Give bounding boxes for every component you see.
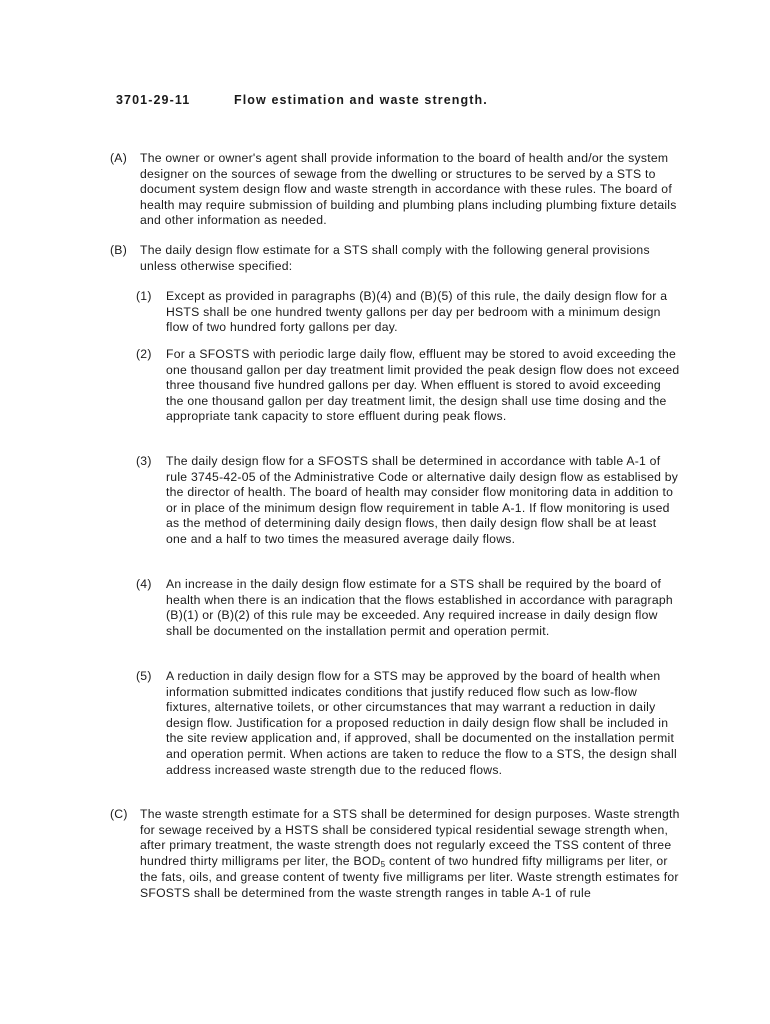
paragraph-text-part: The waste strength estimate for a STS shall be determined for design purposes. Waste strength for sewage received by a HSTS shall be considered typical residential sewage strength when, after primary treatment, the waste strength does not regularly exceed the TSS content of three hundred thirty milligrams per liter, the BOD [140,807,680,868]
subparagraph-text: For a SFOSTS with periodic large daily flow, effluent may be stored to avoid exceeding the one thousand gallon per day treatment limit provided the peak design flow does not exceed three thousand five hundred gallons per day. When effluent is stored to avoid exceeding the one thousand gallon per day treatment limit, the design shall use time dosing and the appropriate tank capacity to store effluent during peak flows. [166,347,680,424]
paragraph-label: (A) [110,151,127,165]
subparagraph-text: A reduction in daily design flow for a STS may be approved by the board of health when information submitted indicates conditions that justify reduced flow such as low-flow fixtures, alternative toilets, or other circumstances that may warrant a reduction in daily design flow. Justification for a proposed reduction in daily design flow shall be included in the site review application and, if approved, shall be documented on the installation permit and operation permit. When actions are taken to reduce the flow to a STS, the design shall address increased waste strength due to the reduced flows. [166,669,677,777]
section-number: 3701-29-11 [116,93,191,107]
subparagraph-text: The daily design flow for a SFOSTS shall be determined in accordance with table A-1 of rule 3745-42-05 of the Administrative Code or alternative daily design flow as establised by the director of health. The board of health may consider flow monitoring data in addition to or in place of the minimum design flow requirement in table A-1. If flow monitoring is used as the method of determining daily design flows, then daily design flow shall be at least one and a half to two times the measured average daily flows. [166,454,679,546]
paragraph-label: (B) [110,243,127,257]
subparagraph-text: Except as provided in paragraphs (B)(4) and (B)(5) of this rule, the daily design flow for a HSTS shall be one hundred twenty gallons per day per bedroom with a minimum design flow of two hundred forty gallons per day. [166,289,668,335]
paragraph-text: The daily design flow estimate for a STS shall comply with the following general provisions unless otherwise specified: [140,243,650,273]
subparagraph-label: (4) [136,577,152,591]
subparagraph-label: (1) [136,289,152,303]
section-heading [116,93,488,107]
subparagraph-text: An increase in the daily design flow estimate for a STS shall be required by the board of health when there is an indication that the flows established in accordance with paragraph (B)(1) or (B)(2) of this rule may be exceeded. Any required increase in daily design flow shall be documented on the installation permit and operation permit. [166,577,673,638]
subparagraph-label: (3) [136,454,152,468]
subparagraph-label: (2) [136,347,152,361]
paragraph-text [140,807,685,902]
paragraph-text: The owner or owner's agent shall provide information to the board of health and/or the system designer on the sources of sewage from the dwelling or structures to be served by a STS to document system design flow and waste strength in accordance with these rules. The board of health may require submission of building and plumbing plans including plumbing fixture details and other information as needed. [140,151,677,228]
paragraph-text-part: content of two hundred fifty milligrams per liter, or the fats, oils, and grease content of twenty five milligrams per liter. Waste strength estimates for SFOSTS shall be determined from the waste strength ranges in table A-1 of rule [140,853,679,900]
paragraph-label: (C) [110,807,128,821]
section-title: Flow estimation and waste strength. [234,93,488,107]
bod-subscript: 5 [380,859,386,869]
subparagraph-label: (5) [136,669,152,683]
